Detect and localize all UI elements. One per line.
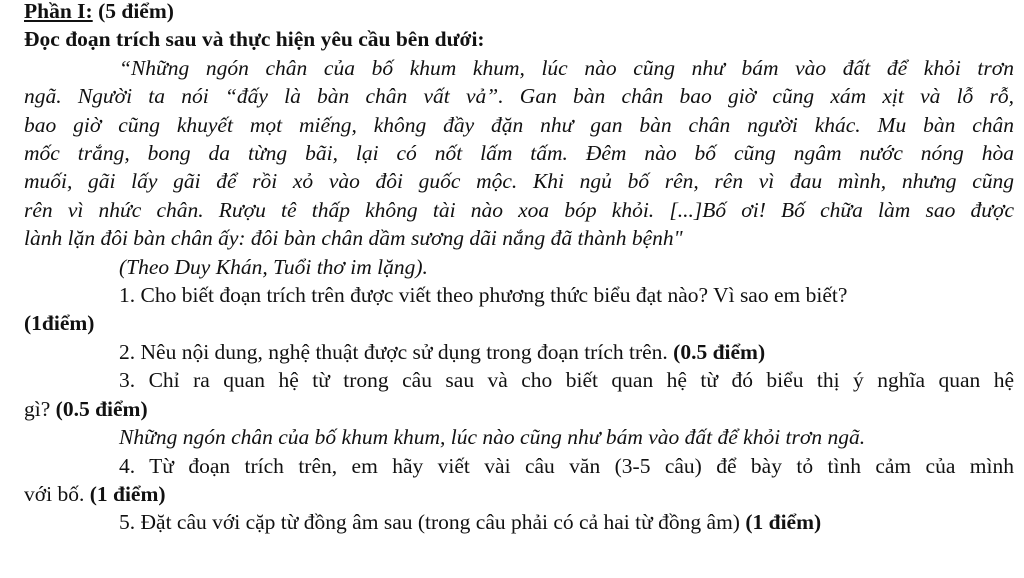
question-1: 1. Cho biết đoạn trích trên được viết theo phương thức biểu đạt nào? Vì sao em biết? — [119, 283, 848, 308]
passage-line: mốc trắng, bong da từng bãi, lại có nốt lấm tấm. Đêm nào bố cũng ngâm nước nóng hòa — [24, 141, 1014, 166]
question-2-text: 2. Nêu nội dung, nghệ thuật được sử dụng trong đoạn trích trên. — [119, 339, 674, 364]
question-3-sentence: Những ngón chân của bố khum khum, lúc nào cũng như bám vào đất để khỏi trơn ngã. — [119, 425, 866, 450]
question-2 — [24, 338, 1014, 366]
section-heading — [24, 0, 1014, 25]
question-4-points: (1 điểm) — [89, 481, 166, 506]
question-4-text: với bố. — [24, 481, 90, 506]
passage-line: “Những ngón chân của bố khum khum, lúc nào cũng như bám vào đất để khỏi trơn — [119, 55, 1014, 80]
question-1-points: (1điểm) — [24, 311, 95, 336]
passage-line: ngã. Người ta nói “đấy là bàn chân vất vả”. Gan bàn chân bao giờ cũng xám xịt và lỗ rỗ, — [24, 84, 1014, 109]
question-3: 3. Chỉ ra quan hệ từ trong câu sau và cho biết quan hệ từ đó biểu thị ý nghĩa quan hệ — [119, 368, 1014, 393]
question-4: 4. Từ đoạn trích trên, em hãy viết vài câu văn (3-5 câu) để bày tỏ tình cảm của mình — [119, 453, 1014, 478]
question-3-text: gì? — [24, 396, 56, 421]
question-5-points: (1 điểm) — [745, 510, 822, 535]
question-4-cont — [24, 480, 1014, 508]
passage-line: rên vì nhức chân. Rượu tê thấp không tài nào xoa bóp khỏi. [...]Bố ơi! Bố chữa làm sao được — [24, 197, 1014, 222]
question-2-points: (0.5 điểm) — [673, 339, 766, 364]
question-5 — [24, 508, 1014, 536]
section-points: (5 điểm) — [92, 0, 174, 23]
instruction: Đọc đoạn trích sau và thực hiện yêu cầu bên dưới: — [24, 27, 485, 52]
question-5-text: 5. Đặt câu với cặp từ đồng âm sau (trong câu phải có cả hai từ đồng âm) — [119, 510, 746, 535]
passage-source: (Theo Duy Khán, Tuổi thơ im lặng). — [119, 254, 428, 279]
section-label: Phần I: — [24, 0, 93, 23]
passage-line: lành lặn đôi bàn chân ấy: đôi bàn chân dầm sương dãi nắng đã thành bệnh" — [24, 226, 683, 251]
passage-line: bao giờ cũng khuyết mọt miếng, không đầy đặn như gan bàn chân người khác. Mu bàn chân — [24, 112, 1014, 137]
passage-line: muối, gãi lấy gãi để rồi xỏ vào đôi guốc mộc. Khi ngủ bố rên, rên vì đau mình, nhưng cũng — [24, 169, 1014, 194]
question-3-points: (0.5 điểm) — [55, 396, 148, 421]
question-3-cont — [24, 395, 1014, 423]
